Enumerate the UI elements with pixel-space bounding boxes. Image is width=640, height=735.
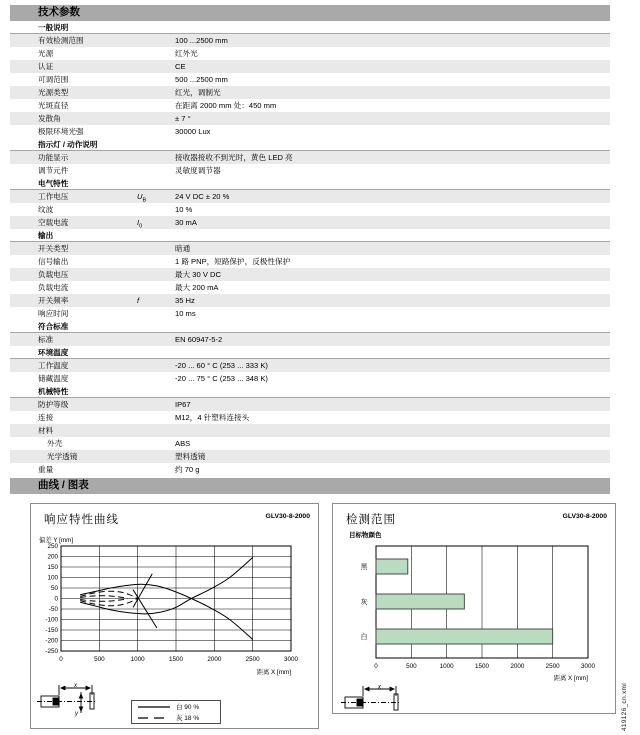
- y-tick-label: -50: [48, 606, 58, 614]
- y-tick-label: 150: [47, 564, 58, 572]
- spec-row: [10, 34, 610, 47]
- spec-symbol-subscript: 0: [139, 223, 143, 230]
- y-tick-label: -250: [45, 648, 58, 656]
- datasheet-page: [0, 5, 640, 729]
- spec-label: 工作电压: [38, 192, 69, 201]
- section-row: [10, 320, 610, 333]
- spec-row: [10, 450, 610, 463]
- spec-row: [10, 424, 610, 437]
- section-title: 机械特性: [38, 387, 69, 396]
- spec-label: 材料: [38, 426, 54, 435]
- x-axis-label: 距离 X [mm]: [553, 675, 588, 682]
- spec-symbol: [137, 294, 139, 308]
- spec-value: 接收器接收不到光时，黄色 LED 亮: [175, 153, 293, 162]
- spec-label: 工作温度: [38, 361, 69, 370]
- section-title: 电气特性: [38, 179, 69, 188]
- sensor-alignment-diagram: [341, 684, 421, 713]
- spec-label: 标准: [38, 335, 54, 344]
- model-number: GLV30-8-2000: [562, 513, 607, 520]
- spec-label: 纹波: [38, 205, 54, 214]
- section-title: 输出: [38, 231, 54, 240]
- section-title: 符合标准: [38, 322, 69, 331]
- spec-value: 10 ms: [175, 309, 196, 318]
- spec-value: 约 70 g: [175, 465, 200, 474]
- spec-value: 30000 Lux: [175, 127, 211, 136]
- sensor-alignment-diagram: [37, 682, 117, 726]
- spec-row: [10, 216, 610, 229]
- bar-category-label: 灰: [360, 599, 368, 606]
- spec-value: 红光，调制光: [175, 88, 221, 97]
- x-tick-label: 500: [406, 663, 417, 670]
- spec-value: ABS: [175, 439, 191, 448]
- section-row: [10, 138, 610, 151]
- y-dim-label: y: [75, 711, 78, 717]
- x-tick-label: 1500: [168, 656, 184, 663]
- spec-row: [10, 125, 610, 138]
- spec-value: 30 mA: [175, 218, 197, 227]
- x-tick-label: 2000: [207, 656, 222, 663]
- section-row: [10, 21, 610, 34]
- spec-value: IP67: [175, 400, 191, 409]
- y-tick-label: -150: [45, 627, 58, 635]
- spec-label: 开关频率: [38, 296, 69, 305]
- spec-symbol-letter: I: [137, 218, 140, 227]
- spec-table: [10, 21, 610, 476]
- y-tick-label: 50: [50, 585, 58, 593]
- spec-value: 最大 30 V DC: [175, 270, 221, 279]
- spec-label: 储藏温度: [38, 374, 69, 383]
- y-tick-label: 200: [47, 553, 58, 561]
- spec-row: [10, 47, 610, 60]
- spec-label: 连接: [38, 413, 54, 422]
- x-tick-label: 500: [94, 656, 105, 663]
- spec-label: 光学透镜: [47, 452, 78, 461]
- spec-value: 暗通: [175, 244, 191, 253]
- bar-1: [376, 594, 464, 609]
- spec-row: [10, 411, 610, 424]
- spec-row: [10, 294, 610, 307]
- spec-label: 信号输出: [38, 257, 69, 266]
- section-row: [10, 346, 610, 359]
- bar-category-label: 黑: [360, 564, 368, 571]
- curve-cross-segment-up: [133, 574, 152, 608]
- spec-value: EN 60947-5-2: [175, 335, 223, 344]
- tech-params-header-bar: [10, 5, 610, 21]
- section-title: 指示灯 / 动作说明: [38, 140, 98, 149]
- detection-range-panel: [332, 503, 616, 714]
- spec-label: 光源类型: [38, 88, 69, 97]
- spec-label: 极限环境光强: [38, 127, 84, 136]
- spec-value: -20 ... 60 ° C (253 ... 333 K): [175, 361, 268, 370]
- spec-label: 空载电流: [38, 218, 69, 227]
- section-row: [10, 229, 610, 242]
- detection-range-panel-title: 检测范围: [346, 514, 396, 526]
- spec-row: [10, 463, 610, 476]
- legend: [131, 700, 221, 724]
- x-tick-label: 0: [59, 656, 63, 663]
- spec-row: [10, 190, 610, 203]
- spec-label: 光源: [38, 49, 54, 58]
- dashed-line-sample: [137, 715, 171, 721]
- spec-value: 35 Hz: [175, 296, 195, 305]
- x-tick-label: 2000: [510, 663, 525, 670]
- spec-symbol-letter: f: [137, 296, 140, 305]
- spec-value: 塑料透镜: [175, 452, 206, 461]
- response-curve-panel-title: 响应特性曲线: [44, 514, 119, 526]
- spec-value: 500 ...2500 mm: [175, 75, 228, 84]
- curves-header-bar: [10, 478, 610, 494]
- spec-label: 负载电流: [38, 283, 69, 292]
- spec-value: 1 路 PNP，短路保护，反极性保护: [175, 257, 291, 266]
- spec-row: [10, 60, 610, 73]
- spec-row: [10, 99, 610, 112]
- y-axis-label: 偏差 Y [mm]: [39, 537, 74, 544]
- bar-category-label: 白: [360, 634, 368, 641]
- legend-entry: [132, 701, 220, 712]
- spec-label: 外壳: [47, 439, 63, 448]
- spec-symbol-letter: U: [137, 192, 143, 201]
- spec-row: [10, 255, 610, 268]
- charts-row: [30, 503, 640, 729]
- spec-value: 100 ...2500 mm: [175, 36, 228, 45]
- spec-label: 调节元件: [38, 166, 69, 175]
- x-tick-label: 2500: [245, 656, 260, 663]
- y-tick-label: 250: [47, 543, 58, 551]
- spec-label: 发散角: [38, 114, 61, 123]
- y-tick-label: 0: [54, 595, 58, 603]
- spec-row: [10, 333, 610, 346]
- bar-2: [376, 629, 553, 644]
- spec-row: [10, 203, 610, 216]
- spec-label: 光斑直径: [38, 101, 69, 110]
- spec-value: M12，4 针塑料连接头: [175, 413, 250, 422]
- tech-params-title: 技术参数: [38, 6, 80, 18]
- spec-label: 重量: [38, 465, 54, 474]
- section-row: [10, 177, 610, 190]
- spec-row: [10, 73, 610, 86]
- spec-row: [10, 281, 610, 294]
- section-row: [10, 385, 610, 398]
- bar-0: [376, 559, 408, 574]
- spec-row: [10, 86, 610, 99]
- detection-range-chart: [333, 504, 615, 713]
- curve-grey-inner-upper: [80, 596, 128, 599]
- y-tick-label: -100: [45, 616, 58, 624]
- section-title: 一般说明: [38, 23, 69, 32]
- spec-row: [10, 307, 610, 320]
- spec-row: [10, 437, 610, 450]
- solid-line-sample: [137, 704, 171, 710]
- spec-label: 认证: [38, 62, 54, 71]
- doc-reference-vertical-text: 419126_cn.xml: [621, 683, 628, 731]
- spec-row: [10, 242, 610, 255]
- x-tick-label: 3000: [580, 663, 596, 670]
- x-axis-label: 距离 X [mm]: [256, 669, 291, 676]
- spec-value: 红外光: [175, 49, 198, 58]
- spec-value: 最大 200 mA: [175, 283, 219, 292]
- spec-value: ± 7 °: [175, 114, 191, 123]
- spec-value: 10 %: [175, 205, 193, 214]
- spec-label: 功能显示: [38, 153, 69, 162]
- legend-label: 白 90 %: [176, 704, 200, 711]
- legend-entry: [132, 712, 220, 723]
- section-title: 环境温度: [38, 348, 69, 357]
- spec-row: [10, 268, 610, 281]
- spec-row: [10, 398, 610, 411]
- spec-row: [10, 372, 610, 385]
- curve-white-90-upper-envelope: [80, 584, 253, 639]
- y-tick-label: 100: [47, 574, 58, 582]
- spec-row: [10, 151, 610, 164]
- y-tick-label: -200: [45, 637, 58, 645]
- spec-row: [10, 112, 610, 125]
- curve-white-90-lower-envelope: [80, 558, 253, 614]
- spec-value: 灵敏度调节器: [175, 166, 221, 175]
- bar-group-label: 目标物颜色: [349, 532, 382, 539]
- spec-label: 可调范围: [38, 75, 69, 84]
- x-tick-label: 1500: [474, 663, 490, 670]
- spec-value: -20 ... 75 ° C (253 ... 348 K): [175, 374, 268, 383]
- spec-row: [10, 359, 610, 372]
- spec-value: CE: [175, 62, 186, 71]
- spec-row: [10, 164, 610, 177]
- curves-title: 曲线 / 图表: [38, 479, 89, 491]
- spec-symbol-subscript: B: [142, 197, 147, 204]
- x-tick-label: 0: [374, 663, 378, 670]
- response-curve-panel: [30, 503, 319, 729]
- x-dim-label: x: [74, 683, 77, 689]
- spec-label: 响应时间: [38, 309, 69, 318]
- model-number: GLV30-8-2000: [265, 513, 310, 520]
- x-tick-label: 2500: [545, 663, 560, 670]
- x-dim-label: x: [378, 684, 381, 691]
- legend-label: 灰 18 %: [176, 715, 200, 722]
- spec-label: 有效检测范围: [38, 36, 84, 45]
- x-tick-label: 1000: [439, 663, 454, 670]
- spec-value: 在距离 2000 mm 处：450 mm: [175, 101, 277, 110]
- spec-label: 防护等级: [38, 400, 69, 409]
- x-tick-label: 3000: [283, 656, 299, 663]
- spec-label: 负载电压: [38, 270, 69, 279]
- spec-value: 24 V DC ± 20 %: [175, 192, 230, 201]
- spec-label: 开关类型: [38, 244, 69, 253]
- curve-grey-inner-lower: [80, 599, 128, 602]
- x-tick-label: 1000: [130, 656, 145, 663]
